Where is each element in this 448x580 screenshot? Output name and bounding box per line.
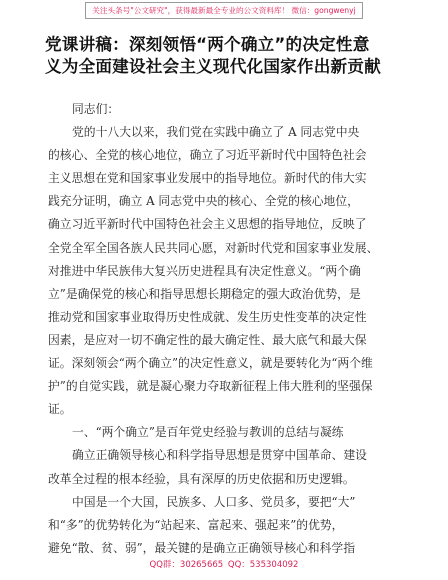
promo-banner-text: 关注头条号"公文研究"，获得最新最全专业的公文资料库！ 微信：gongwenyj	[85, 2, 362, 19]
title-line-1: 党课讲稿：深刻领悟“两个确立”的决定性意	[45, 35, 370, 54]
body-line: 践充分证明，确立 A 同志党中央的核心、全党的核心地位，	[48, 194, 359, 209]
body-line: 和“多”的优势转化为“站起来、富起来、强起来”的优势，	[48, 517, 344, 532]
section-heading-1: 一、“两个确立”是百年党史经验与教训的总结与凝练	[72, 425, 344, 440]
body-line: 对推进中华民族伟大复兴历史进程具有决定性意义。“两个确	[48, 263, 361, 278]
body-line: 确立正确领导核心和科学指导思想是贯穿中国革命、建设	[72, 448, 367, 463]
body-line: 的核心、全党的核心地位，确立了习近平新时代中国特色社会	[48, 148, 367, 163]
body-line: 确立习近平新时代中国特色社会主义思想的指导地位，反映了	[48, 217, 367, 232]
body-line: 改革全过程的根本经验，具有深厚的历史依据和历史逻辑。	[48, 471, 355, 486]
document-body	[48, 98, 400, 560]
body-line: 证。深刻领会“两个确立”的决定性意义，就是要转化为“两个维	[48, 356, 373, 371]
title-line-2: 义为全面建设社会主义现代化国家作出新贡献	[45, 57, 381, 76]
top-banner	[0, 2, 448, 30]
body-line: 避免“散、贫、弱”，最关键的是确立正确领导核心和科学指	[48, 540, 355, 555]
salutation: 同志们：	[72, 102, 120, 116]
body-line: 推动党和国家事业取得历史性成就、发生历史性变革的决定性	[48, 309, 367, 324]
document-title	[45, 34, 405, 78]
body-line: 护”的自觉实践，就是凝心聚力夺取新征程上伟大胜利的坚强保	[48, 379, 373, 394]
body-line: 中国是一个大国，民族多、人口多、党员多，要把“大”	[72, 494, 356, 509]
body-line: 证。	[48, 402, 72, 417]
body-line: 党的十八大以来，我们党在实践中确立了 A 同志党中央	[72, 125, 360, 140]
body-line: 因素，是应对一切不确定性的最大确定性、最大底气和最大保	[48, 332, 367, 347]
body-line: 全党全军全国各族人民共同心愿，对新时代党和国家事业发展、	[48, 240, 379, 255]
body-line: 主义思想在党和国家事业发展中的指导地位。新时代的伟大实	[48, 171, 367, 186]
contact-footer: QQ群：30265665 QQ：535304092	[149, 560, 299, 570]
body-line: 立”是确保党的核心和指导思想长期稳定的强大政治优势，是	[48, 286, 361, 301]
